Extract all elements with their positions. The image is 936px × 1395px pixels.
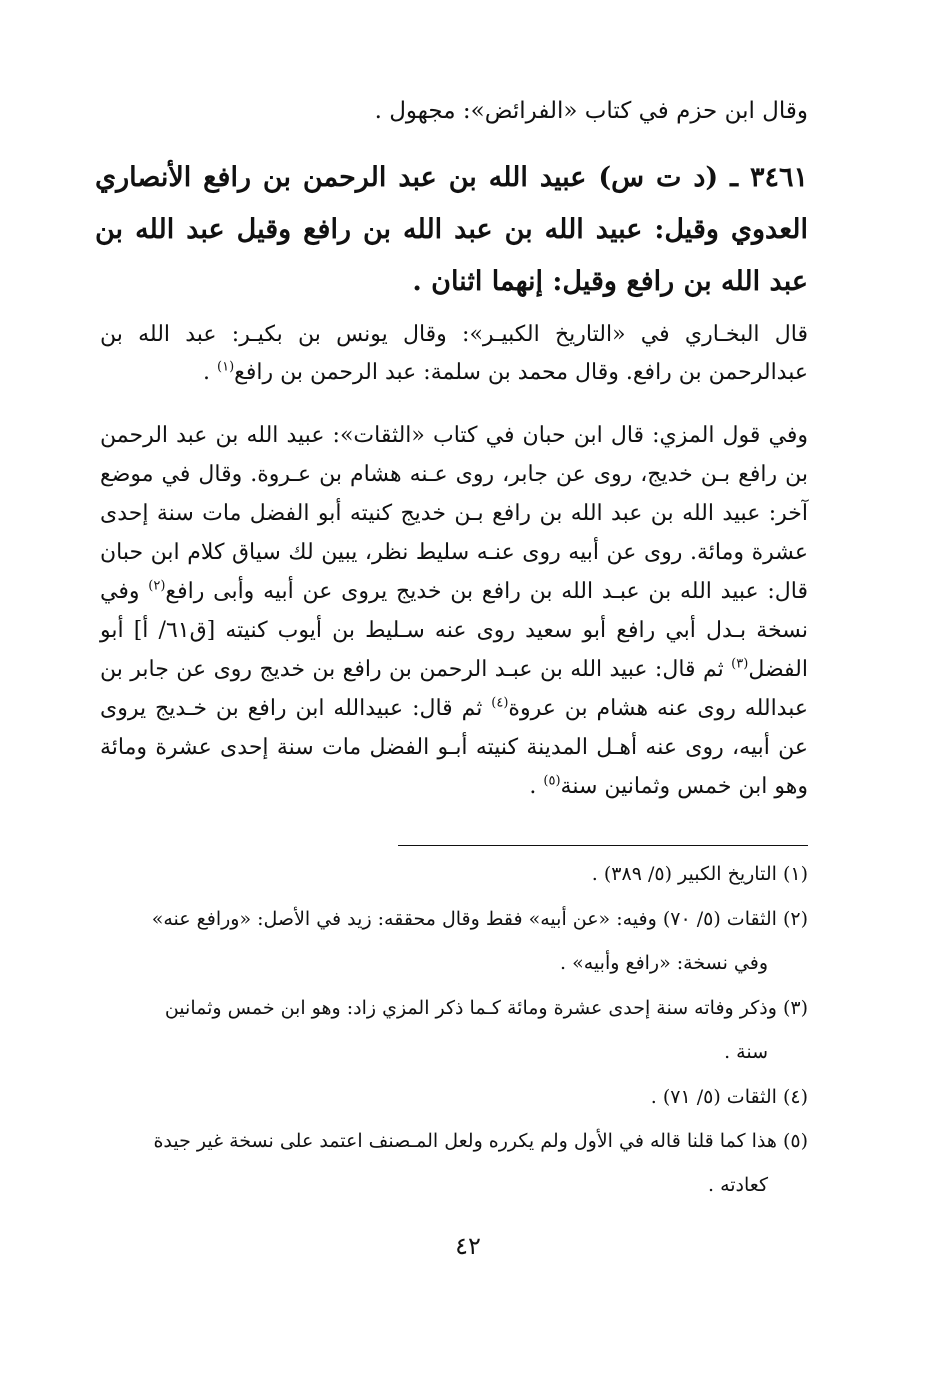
paragraph-text: ثم قال: عبيدالله ابن رافع بن خـديج يروى عن أبيه، روى عنه أهـل المدينة كنيته أبـو الفضل مات سنة إحدى عشرة ومائة وهو ابن خمس وثمانين سنة	[100, 696, 808, 799]
paragraph-text: ثم قال: عبيد الله بن عبـد الرحمن بن رافع بن خديج روى عن جابر بن عبدالله روى عنه هشام بن عروة	[100, 657, 808, 721]
footnote-3	[105, 986, 808, 1074]
footnote-line: (٢) الثقات (٥/ ٧٠) وفيه: «عن أبيه» فقط وقال محققه: زيد في الأصل: «ورافع عنه»	[151, 908, 808, 930]
footnote-ref-4: (٤)	[491, 695, 509, 711]
footnote-line: وفي نسخة: «رافع وأبيه» .	[560, 952, 768, 974]
paragraph-end: .	[529, 774, 544, 799]
entry-number: ٣٤٦١	[749, 162, 808, 193]
footnote-line: (٣) وذكر وفاته سنة إحدى عشرة ومائة كـما ذكر المزي زاد: وهو ابن خمس وثمانين	[164, 997, 808, 1019]
footnote-line: كعادته .	[707, 1174, 768, 1196]
paragraph-end: .	[203, 360, 217, 385]
footnote-ref-1: (١)	[217, 359, 235, 375]
paragraph-bukhari	[100, 316, 808, 392]
entry-heading	[95, 152, 808, 308]
footnote-2	[105, 897, 808, 985]
paragraph-text: وفي قول المزي: قال ابن حبان في كتاب «الثقات»: عبيد الله بن عبد الرحمن بن رافع بـن خديج، روى عن جابر، روى عـنه هشام بن عـروة. وقال في موضع آخر: عبيد الله بن عبد الله بن رافع بـن خديج كنيته أبو الفضل مات سنة إحدى عشرة ومائة. روى عن أبيه روى عنـه سليط نظر، يبين لك سياق كلام ابن حبان قال: عبيد الله بن عبـد الله بن رافع بن خديج يروى عن أبيه وأبى رافع	[100, 423, 808, 604]
entry-heading-text: ـ (د ت س) عبيد الله بن عبد الرحمن بن رافع الأنصاري العدوي وقيل: عبيد الله بن عبد الله بن رافع وقيل عبد الله بن عبد الله بن رافع وقيل: إنهما اثنان .	[95, 162, 808, 297]
footnote-ref-2: (٢)	[148, 578, 166, 594]
footnote-5	[105, 1119, 808, 1207]
footnote-line: سنة .	[724, 1041, 768, 1063]
footnote-1: (١) التاريخ الكبير (٥/ ٣٨٩) .	[591, 863, 808, 885]
paragraph-mizzi	[100, 416, 808, 806]
footnote-line: (٥) هذا كما قلنا قاله في الأول ولم يكرره ولعل المـصنف اعتمد على نسخة غير جيدة	[153, 1130, 808, 1152]
paragraph-text: وفي نسخة بـدل أبي رافع أبو سعيد روى عنه سـليط بن أيوب كنيته [ق٦١/ أ] أبو الفضل	[100, 579, 808, 682]
footnote-ref-5: (٥)	[543, 773, 561, 789]
footnote-divider	[398, 845, 808, 846]
footnote-4: (٤) الثقات (٥/ ٧١) .	[650, 1086, 808, 1108]
footnote-ref-3: (٣)	[731, 656, 749, 672]
page-number: ٤٢	[455, 1232, 481, 1260]
paragraph-text: قال البخـاري في «التاريخ الكبيـر»: وقال يونس بن بكيـر: عبد الله بن عبدالرحمن بن رافع. وقال محمد بن سلمة: عبد الرحمن بن رافع	[100, 322, 808, 385]
intro-line: وقال ابن حزم في كتاب «الفرائض»: مجهول .	[374, 98, 808, 124]
